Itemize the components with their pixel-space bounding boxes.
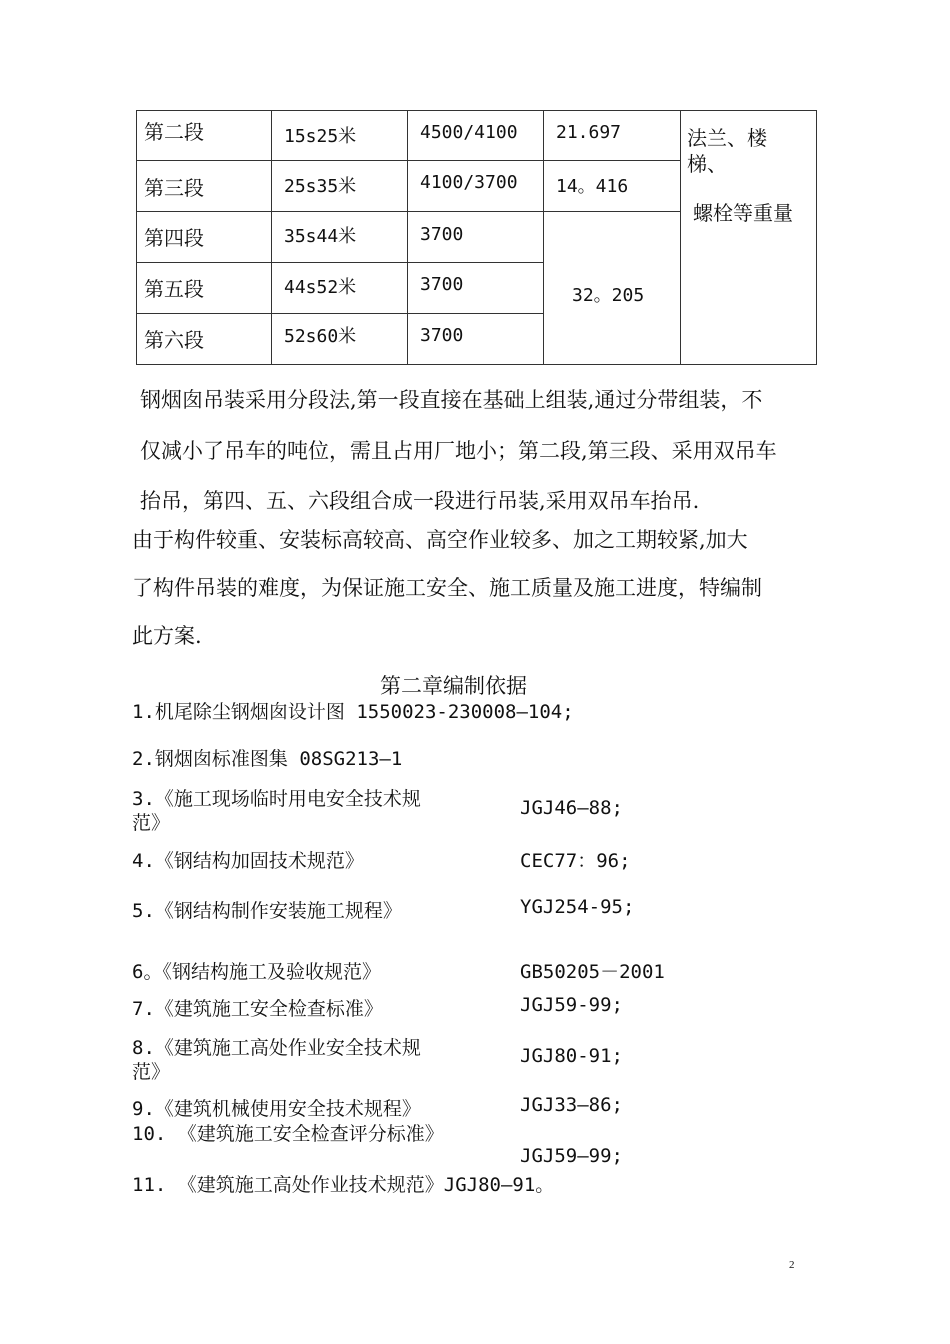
reference-title: 4.《钢结构加固技术规范》 — [132, 850, 364, 872]
chapter-title: 第二章编制依据 — [380, 674, 527, 698]
table-note-line3: 螺栓等重量 — [693, 201, 793, 225]
table-cell-height: 35s44米 — [284, 226, 357, 247]
page-number: 2 — [789, 1259, 795, 1271]
segment-table — [136, 110, 817, 365]
paragraph-line: 此方案. — [132, 624, 202, 648]
reference-code: JGJ59—99; — [520, 1145, 623, 1167]
table-cell-weight: 21.697 — [556, 122, 622, 143]
paragraph-line: 抬吊，第四、五、六段组合成一段进行吊装,采用双吊车抬吊. — [140, 489, 700, 513]
reference-title: 6。《钢结构施工及验收规范》 — [132, 961, 381, 983]
reference-code: JGJ80-91; — [520, 1045, 623, 1067]
table-cell-weight: 14。416 — [556, 176, 629, 197]
reference-title: 9.《建筑机械使用安全技术规程》 — [132, 1098, 421, 1120]
reference-title: 范》 — [132, 1061, 171, 1083]
paragraph-line: 仅减小了吊车的吨位，需且占用厂地小；第二段,第三段、采用双吊车 — [140, 439, 777, 463]
table-cell-diameter: 3700 — [420, 274, 464, 295]
reference-title: 10. 《建筑施工安全检查评分标准》 — [132, 1123, 444, 1145]
table-note-line2: 梯、 — [687, 152, 727, 176]
reference-code: JGJ33—86; — [520, 1094, 623, 1116]
reference-title: 7.《建筑施工安全检查标准》 — [132, 998, 383, 1020]
reference-code: GB50205－2001 — [520, 961, 665, 983]
paragraph-line: 了构件吊装的难度，为保证施工安全、施工质量及施工进度，特编制 — [132, 576, 762, 600]
paragraph-line: 由于构件较重、安装标高较高、高空作业较多、加之工期较紧,加大 — [132, 528, 748, 552]
table-cell-height: 15s25米 — [284, 126, 357, 147]
reference-code: JGJ46—88; — [520, 797, 623, 819]
reference-item: 2.钢烟囱标准图集 08SG213—1 — [132, 748, 403, 770]
reference-code: JGJ59-99; — [520, 994, 623, 1016]
reference-item: 1.机尾除尘钢烟囱设计图 1550023-230008—104; — [132, 701, 574, 723]
table-cell-height: 52s60米 — [284, 326, 357, 347]
reference-title: 8.《建筑施工高处作业安全技术规 — [132, 1037, 421, 1059]
table-cell-height: 44s52米 — [284, 277, 357, 298]
table-cell-height: 25s35米 — [284, 176, 357, 197]
reference-title: 5.《钢结构制作安装施工规程》 — [132, 900, 402, 922]
table-cell-segment: 第五段 — [144, 277, 204, 301]
table-cell-diameter: 4500/4100 — [420, 122, 518, 143]
table-cell-merged-weight: 32。205 — [572, 285, 645, 306]
reference-item: 11. 《建筑施工高处作业技术规范》JGJ80—91。 — [132, 1174, 555, 1196]
table-cell-segment: 第二段 — [144, 120, 204, 144]
table-cell-diameter: 3700 — [420, 325, 464, 346]
table-cell-diameter: 3700 — [420, 224, 464, 245]
reference-title: 范》 — [132, 812, 171, 834]
reference-code: YGJ254-95; — [520, 896, 635, 918]
reference-code: CEC77：96; — [520, 850, 631, 872]
table-cell-diameter: 4100/3700 — [420, 172, 518, 193]
table-cell-segment: 第六段 — [144, 328, 204, 352]
table-cell-segment: 第四段 — [144, 226, 204, 250]
table-note-line1: 法兰、楼 — [687, 126, 767, 150]
reference-title: 3.《施工现场临时用电安全技术规 — [132, 788, 421, 810]
table-cell-segment: 第三段 — [144, 176, 204, 200]
paragraph-line: 钢烟囱吊装采用分段法,第一段直接在基础上组装,通过分带组装，不 — [140, 388, 763, 412]
